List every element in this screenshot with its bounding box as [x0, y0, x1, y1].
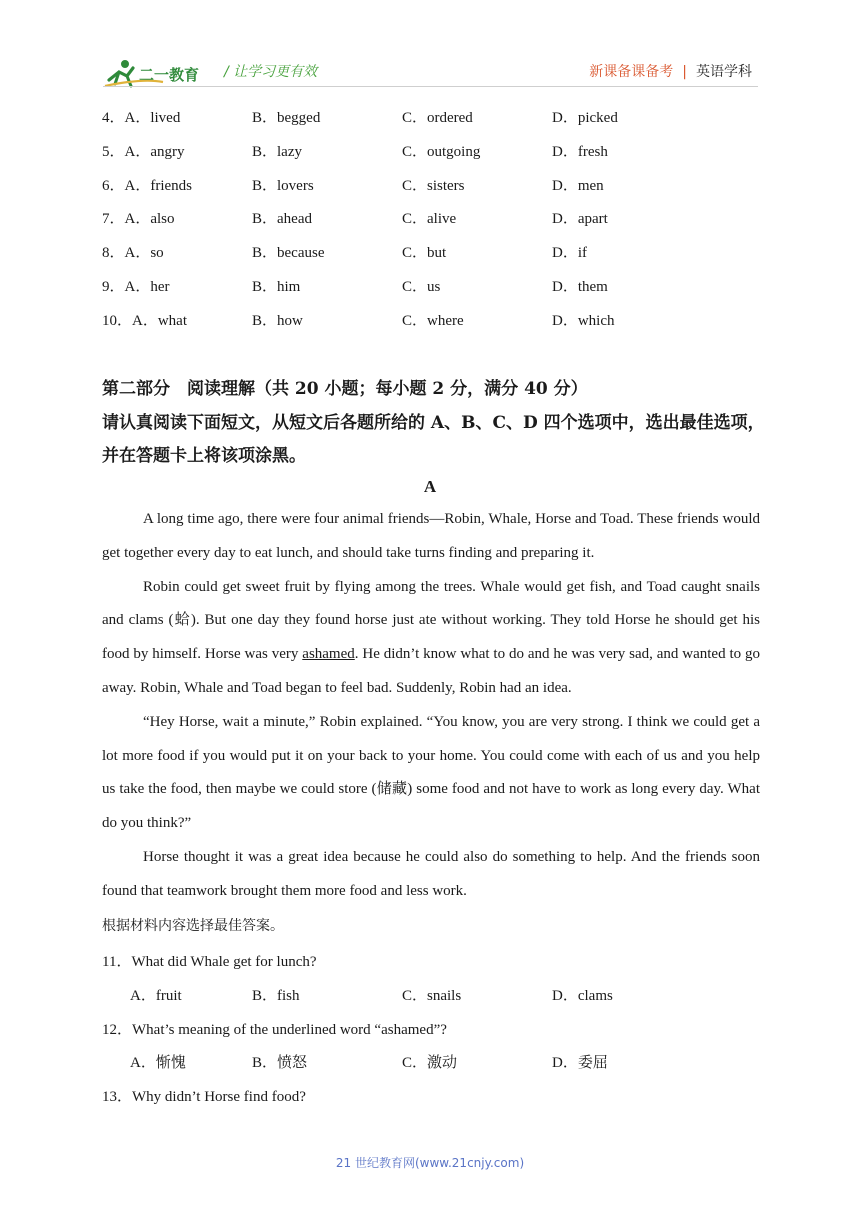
underlined-word: ashamed	[302, 646, 355, 663]
option-d: D．委屈	[552, 1055, 608, 1071]
option-b: B．愤怒	[252, 1055, 308, 1071]
option-b: B．begged	[252, 110, 321, 126]
option-c: C．us	[402, 279, 441, 295]
option-a: A．惭愧	[130, 1055, 186, 1071]
option-b: B．how	[252, 313, 303, 329]
option-b: B．because	[252, 245, 325, 261]
option-a: 8．A．so	[102, 245, 164, 261]
header-separator: |	[682, 64, 687, 80]
section-instruction-line1: 请认真阅读下面短文，从短文后各题所给的 A、B、C、D 四个选项中，选出最佳选项，	[102, 413, 765, 433]
logo-icon	[103, 56, 215, 90]
option-c: C．outgoing	[402, 144, 481, 160]
page-header	[0, 0, 860, 100]
option-c: C．ordered	[402, 110, 473, 126]
option-a: A．fruit	[130, 988, 182, 1004]
option-b: B．fish	[252, 988, 300, 1004]
option-c: C．snails	[402, 988, 462, 1004]
option-a: 9．A．her	[102, 279, 170, 295]
option-a: 5．A．angry	[102, 144, 185, 160]
option-a: 6．A．friends	[102, 178, 192, 194]
question-12-stem: 12．What’s meaning of the underlined word “ashamed”?	[102, 1022, 447, 1038]
section-instruction-line2: 并在答题卡上将该项涂黑。	[102, 446, 306, 466]
option-a: 7．A．also	[102, 211, 175, 227]
option-c: C．sisters	[402, 178, 465, 194]
passage-text: Robin could get sweet fruit by flying among the trees. Whale would get fish, and Toad caught snails and clams (蛤). But one day they found horse just ate without working. They told Horse he should get his food by himself. Horse was very	[102, 578, 760, 663]
passage	[102, 503, 760, 909]
option-d: D．them	[552, 279, 608, 295]
page-footer: 21 世纪教育网(www.21cnjy.com)	[335, 1156, 525, 1170]
option-d: D．clams	[552, 988, 613, 1004]
option-d: D．if	[552, 245, 587, 261]
section-title: 第二部分 阅读理解（共 20 小题；每小题 2 分，满分 40 分）	[102, 379, 588, 399]
questions-prompt: 根据材料内容选择最佳答案。	[102, 918, 284, 934]
option-a: 4．A．lived	[102, 110, 181, 126]
header-divider	[103, 86, 758, 87]
option-c: C．alive	[402, 211, 457, 227]
header-slogan: / 让学习更有效	[224, 64, 318, 80]
header-right	[589, 61, 752, 81]
option-d: D．which	[552, 313, 615, 329]
option-b: B．him	[252, 279, 301, 295]
header-tag-prep: 新课备课备考	[589, 64, 674, 80]
question-13-stem: 13．Why didn’t Horse find food?	[102, 1089, 306, 1105]
option-d: D．fresh	[552, 144, 608, 160]
option-d: D．picked	[552, 110, 618, 126]
option-c: C．but	[402, 245, 447, 261]
passage-paragraph-4: Horse thought it was a great idea because he could also do something to help. And the friends soon found that teamwork brought them more food and less work.	[102, 848, 760, 899]
option-c: C．where	[402, 313, 464, 329]
option-b: B．lovers	[252, 178, 314, 194]
header-subject: 英语学科	[696, 64, 752, 80]
option-c: C．激动	[402, 1055, 458, 1071]
passage-paragraph-3: “Hey Horse, wait a minute,” Robin explained. “You know, you are very strong. I think we could get a lot more food if you would put it on your back to your home. You could come with each of us and you help us take the food, then maybe we could store (储藏) some food and not have to work as long every day. What do you think?”	[102, 713, 760, 832]
passage-label: A	[423, 477, 437, 496]
passage-paragraph-1: A long time ago, there were four animal friends—Robin, Whale, Horse and Toad. These friends would get together every day to eat lunch, and should take turns finding and preparing it.	[102, 511, 760, 561]
passage-paragraph-2	[102, 571, 760, 706]
passage-text: . He didn’t know what to do and he was very sad, and wanted to go away. Robin, Whale and Toad began to feel bad. Suddenly, Robin had an idea.	[102, 646, 760, 696]
logo-text: 二一教育	[139, 66, 200, 84]
option-a: 10．A．what	[102, 313, 187, 329]
option-b: B．lazy	[252, 144, 302, 160]
option-d: D．apart	[552, 211, 608, 227]
question-11-stem: 11．What did Whale get for lunch?	[102, 954, 317, 970]
option-b: B．ahead	[252, 211, 312, 227]
option-d: D．men	[552, 178, 604, 194]
